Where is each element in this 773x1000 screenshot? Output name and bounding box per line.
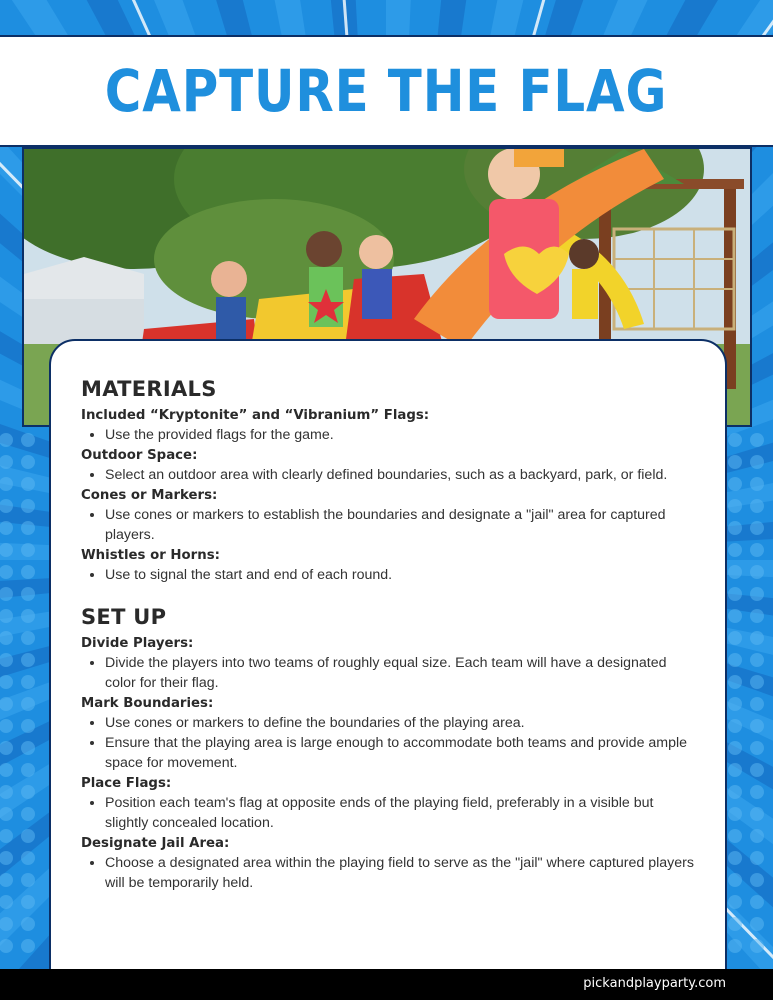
footer-bar <box>0 969 773 1000</box>
group-label: Place Flags: <box>81 776 172 791</box>
list-item: Select an outdoor area with clearly defined boundaries, such as a backyard, park, or field. <box>105 465 695 485</box>
list-item: Position each team's flag at opposite ends of the playing field, preferably in a visible but slightly concealed location. <box>105 793 695 833</box>
bullet-list <box>81 793 695 833</box>
bullet-list <box>81 653 695 693</box>
bullet-list <box>81 565 695 585</box>
list-item: Use to signal the start and end of each round. <box>105 565 695 585</box>
setup-section <box>81 605 695 893</box>
list-item: Use the provided flags for the game. <box>105 425 695 445</box>
title-banner <box>0 35 773 147</box>
group-label: Cones or Markers: <box>81 488 218 503</box>
section-heading: SET UP <box>81 605 167 629</box>
bullet-list <box>81 853 695 893</box>
footer-url: pickandplayparty.com <box>583 976 726 991</box>
group-label: Mark Boundaries: <box>81 696 214 711</box>
list-item: Use cones or markers to establish the boundaries and designate a "jail" area for captured players. <box>105 505 695 545</box>
group-label: Designate Jail Area: <box>81 836 230 851</box>
list-item: Divide the players into two teams of roughly equal size. Each team will have a designated color for their flag. <box>105 653 695 693</box>
instructions-card <box>49 339 727 979</box>
group-label: Outdoor Space: <box>81 448 198 463</box>
list-item: Ensure that the playing area is large enough to accommodate both teams and provide ample space for movement. <box>105 733 695 773</box>
group-label: Divide Players: <box>81 636 194 651</box>
bullet-list <box>81 713 695 773</box>
bullet-list <box>81 425 695 445</box>
materials-section <box>81 377 695 585</box>
section-heading: MATERIALS <box>81 377 217 401</box>
list-item: Use cones or markers to define the boundaries of the playing area. <box>105 713 695 733</box>
page-title: CAPTURE THE FLAG <box>105 57 668 125</box>
group-label: Whistles or Horns: <box>81 548 220 563</box>
bullet-list <box>81 505 695 545</box>
bullet-list <box>81 465 695 485</box>
group-label: Included “Kryptonite” and “Vibranium” Flags: <box>81 408 430 423</box>
list-item: Choose a designated area within the playing field to serve as the "jail" where captured players will be temporarily held. <box>105 855 694 891</box>
